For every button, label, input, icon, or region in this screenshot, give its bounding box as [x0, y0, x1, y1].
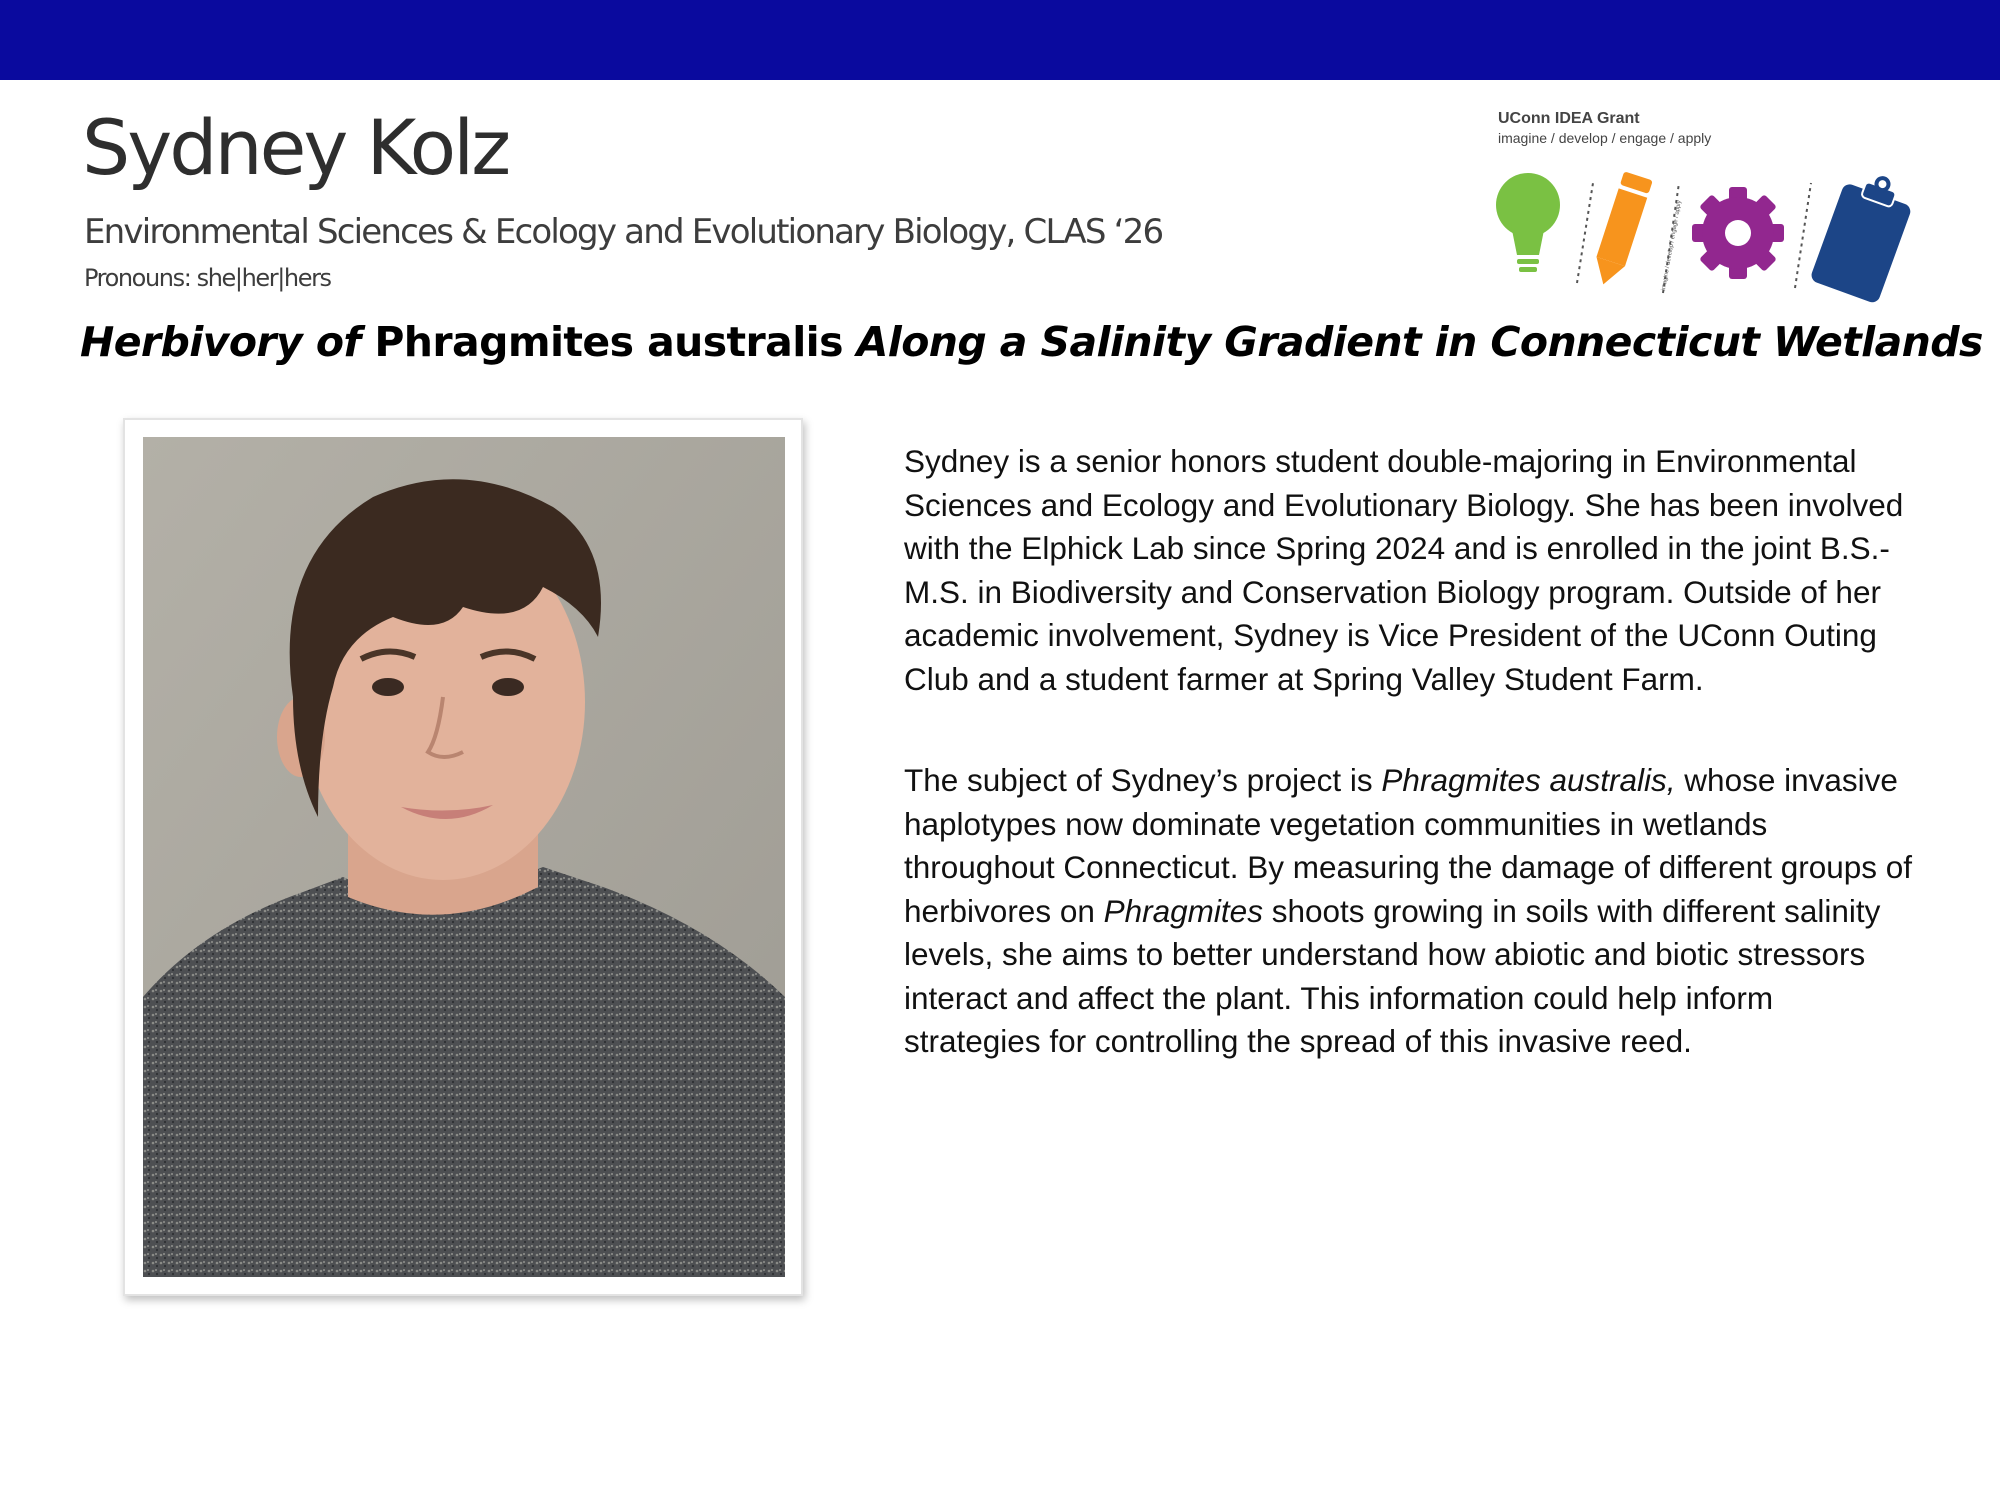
student-majors: Environmental Sciences & Ecology and Evolutionary Biology, CLAS ‘26: [84, 212, 1163, 252]
bio-p2-text: whose invasive haplotypes now dominate vegetation communities in wetlands throughout Connecticut. By measuring the damage of different groups of herbivores on: [904, 762, 1913, 929]
logo-title: UConn IDEA Grant: [1498, 110, 1640, 127]
bio-p2-species: Phragmites australis,: [1381, 762, 1676, 798]
bio-paragraph-1: Sydney is a senior honors student double-majoring in Environmental Sciences and Ecology and Evolutionary Biology. She has been involved with the Elphick Lab since Spring 2024 and is enrolled in the joint B.S.-M.S. in Biodiversity and Conservation Biology program. Outside of her academic involvement, Sydney is Vice President of the UConn Outing Club and a student farmer at Spring Valley Student Farm.: [904, 443, 1904, 697]
bio-p2-genus: Phragmites: [1103, 892, 1263, 929]
separator-line: [1795, 183, 1811, 288]
separator-line: [1577, 183, 1593, 283]
student-name: Sydney Kolz: [82, 103, 509, 192]
project-title-species: Phragmites australis: [374, 318, 843, 366]
project-title: [80, 318, 1983, 366]
logo-subtitle: imagine / develop / engage / apply: [1498, 130, 1712, 146]
logo-icons: [1495, 163, 1915, 308]
pencil-icon: [1589, 171, 1653, 289]
bio-paragraph-2: [904, 759, 1914, 1064]
project-title-part1: Herbivory of: [80, 318, 375, 366]
bio-p2-text: shoots growing in soils with different salinity levels, she aims to better understand how abiotic and biotic stressors interact and affect the plant. This information could help inform strategies for controlling the spread of this invasive reed.: [904, 892, 1881, 1059]
uconn-idea-grant-logo: [1495, 108, 1915, 308]
top-banner: [0, 0, 2000, 80]
gear-icon: [1692, 187, 1784, 279]
bio-text: [904, 440, 1914, 1064]
bio-p2-text: The subject of Sydney’s project is: [904, 762, 1382, 798]
student-portrait-photo: [143, 437, 785, 1277]
logo-vertical-text: imagine / develop / engage / apply: [1661, 199, 1683, 292]
clipboard-icon: [1809, 166, 1915, 304]
project-title-part3: Along a Salinity Gradient in Connecticut Wetlands: [842, 318, 1983, 366]
lightbulb-icon: [1496, 173, 1560, 272]
student-pronouns: Pronouns: she|her|hers: [84, 264, 331, 292]
